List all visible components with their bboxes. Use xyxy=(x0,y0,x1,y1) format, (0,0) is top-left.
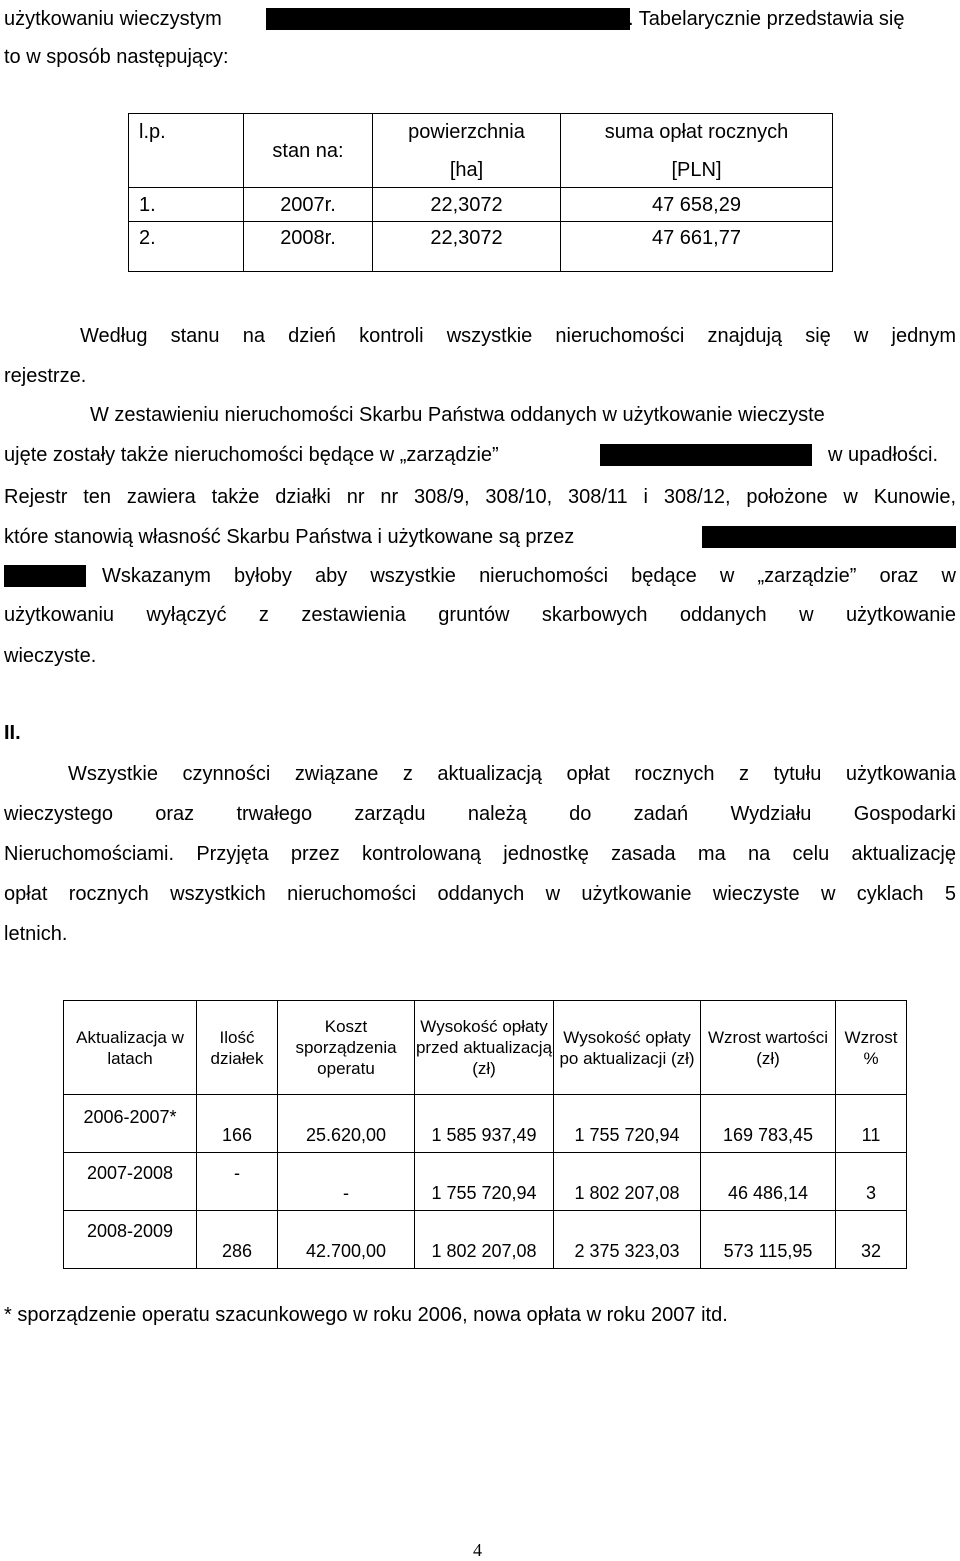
redaction-block xyxy=(702,526,956,548)
page-number: 4 xyxy=(473,1540,482,1560)
para2-line-2: ujęte zostały także nieruchomości będące w „zarządzie” w upadłości. xyxy=(4,444,939,466)
header-cell: Wysokość opłaty po aktualizacji (zł) xyxy=(554,1001,701,1095)
section2-line-4: opłat rocznych wszystkich nieruchomości oddanych w użytkowanie wieczyste w cyklach 5 xyxy=(4,883,956,905)
update-table xyxy=(63,1000,907,1269)
header-suma: suma opłat rocznych [PLN] xyxy=(561,114,833,188)
footnote: * sporządzenie operatu szacunkowego w roku 2006, nowa opłata w roku 2007 itd. xyxy=(4,1304,728,1326)
header-cell: Wzrost wartości (zł) xyxy=(701,1001,836,1095)
fees-table xyxy=(128,113,833,272)
section2-line-1: Wszystkie czynności związane z aktualizacją opłat rocznych z tytułu użytkowania xyxy=(68,763,956,785)
header-cell: Wzrost % xyxy=(836,1001,907,1095)
header-lp: l.p. xyxy=(129,114,244,188)
intro-line-2: to w sposób następujący: xyxy=(4,46,229,68)
header-row xyxy=(64,1001,907,1095)
table-row: 2008-2009 286 42.700,00 1 802 207,08 2 375 323,03 573 115,95 32 xyxy=(64,1211,907,1269)
redaction-block xyxy=(600,444,812,466)
header-cell: Wysokość opłaty przed aktualizacją (zł) xyxy=(415,1001,554,1095)
para1-line-2: rejestrze. xyxy=(4,365,87,387)
header-cell: Ilość działek xyxy=(197,1001,278,1095)
para1-line-1: Według stanu na dzień kontroli wszystkie nieruchomości znajdują się w jednym xyxy=(80,325,956,347)
table-row: 2. 2008r. 22,3072 47 661,77 xyxy=(129,222,833,272)
table-row: 2006-2007* 166 25.620,00 1 585 937,49 1 755 720,94 169 783,45 11 xyxy=(64,1095,907,1153)
header-cell: Koszt sporządzenia operatu xyxy=(278,1001,415,1095)
para2-line-4: które stanowią własność Skarbu Państwa i użytkowane są przez xyxy=(4,525,956,549)
section2-line-3: Nieruchomościami. Przyjęta przez kontrolowaną jednostkę zasada ma na celu aktualizację xyxy=(4,843,956,865)
section-heading: II. xyxy=(4,722,21,744)
table-row: 1. 2007r. 22,3072 47 658,29 xyxy=(129,188,833,222)
intro-line-1 xyxy=(4,7,956,31)
para2-line-6: użytkowaniu wyłączyć z zestawienia gruntów skarbowych oddanych w użytkowanie xyxy=(4,604,956,626)
intro-text-b: . Tabelarycznie przedstawia się xyxy=(628,8,905,30)
para2-line-7: wieczyste. xyxy=(4,645,97,667)
header-stan: stan na: xyxy=(244,114,373,188)
intro-text-a: użytkowaniu wieczystym xyxy=(4,8,222,30)
redaction-block xyxy=(266,8,630,30)
section2-line-5: letnich. xyxy=(4,923,68,945)
header-powierzchnia: powierzchnia [ha] xyxy=(373,114,561,188)
redaction-block xyxy=(4,565,86,587)
table-row: 2007-2008 - - 1 755 720,94 1 802 207,08 46 486,14 3 xyxy=(64,1153,907,1211)
section2-line-2: wieczystego oraz trwałego zarządu należą do zadań Wydziału Gospodarki xyxy=(4,803,956,825)
header-cell: Aktualizacja w latach xyxy=(64,1001,197,1095)
para2-line-3: Rejestr ten zawiera także działki nr nr 308/9, 308/10, 308/11 i 308/12, położone w Kunowie, xyxy=(4,486,956,508)
para2-line-1: W zestawieniu nieruchomości Skarbu Państwa oddanych w użytkowanie wieczyste xyxy=(90,404,825,426)
